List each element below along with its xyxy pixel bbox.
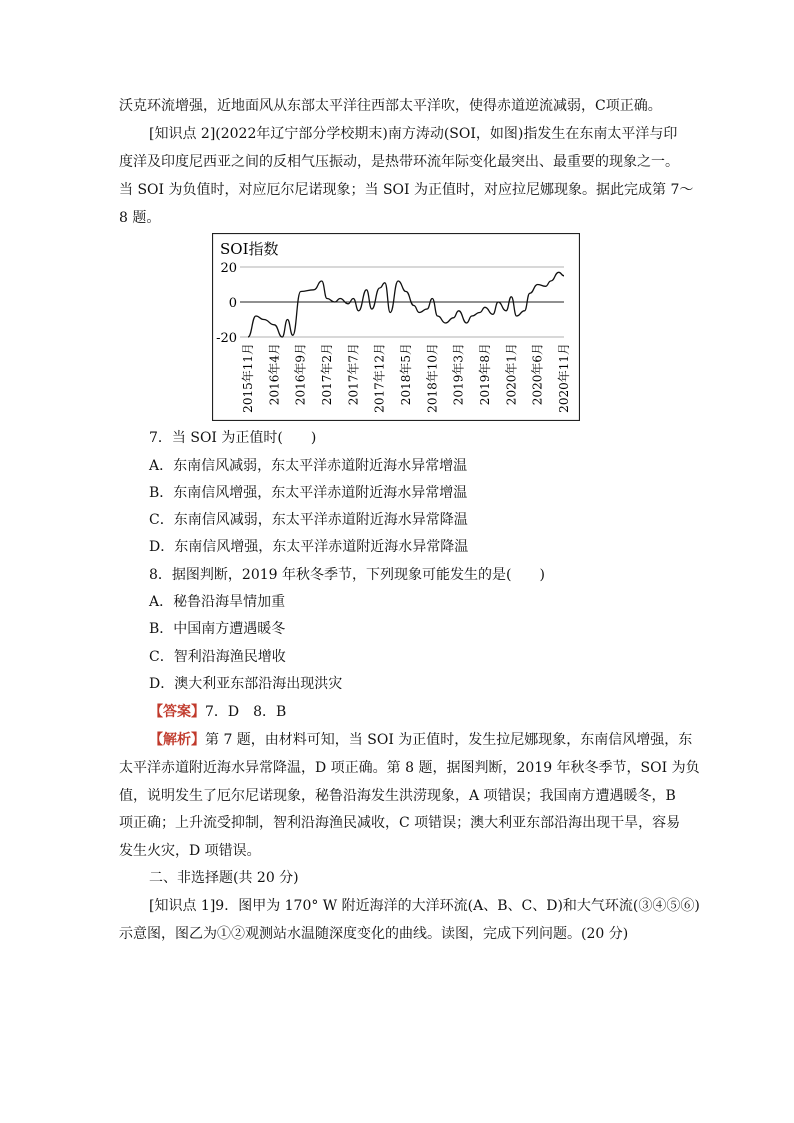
- x-tick-label: 2017年12月: [372, 343, 387, 413]
- para-line-5: 8 题。: [119, 210, 161, 226]
- para-line-4: 当 SOI 为负值时，对应厄尔尼诺现象；当 SOI 为正值时，对应拉尼娜现象。据此完成第 7～: [119, 182, 694, 198]
- x-tick-label: 2019年8月: [478, 343, 492, 406]
- q7-option-d: D．东南信风增强，东太平洋赤道附近海水异常降温: [149, 539, 469, 555]
- y-tick-label: -20: [216, 331, 237, 346]
- x-tick-label: 2016年4月: [267, 343, 282, 406]
- q7-stem: 7．当 SOI 为正值时( ): [149, 430, 317, 446]
- answer-tag: 【答案】: [149, 704, 205, 720]
- soi-chart: [212, 233, 580, 421]
- analysis-line-4: 项正确；上升流受抑制，智利沿海渔民减收，C 项错误；澳大利亚东部沿海出现干旱，容易: [119, 815, 681, 831]
- answer-text: 7．D 8．B: [205, 704, 287, 720]
- chart-title: SOI指数: [220, 240, 279, 258]
- analysis-line-2: 太平洋赤道附近海水异常降温，D 项正确。第 8 题，据图判断，2019 年秋冬季节，SOI 为负: [119, 760, 700, 776]
- q9-line-1: [知识点 1]9．图甲为 170° W 附近海洋的大洋环流(A、B、C、D)和大气环流(③④⑤⑥): [149, 898, 700, 914]
- analysis-line-3: 值，说明发生了厄尔尼诺现象，秘鲁沿海发生洪涝现象，A 项错误；我国南方遭遇暖冬，B: [119, 788, 676, 804]
- analysis-text-1: 第 7 题，由材料可知，当 SOI 为正值时，发生拉尼娜现象，东南信风增强，东: [205, 732, 693, 748]
- q7-option-c: C．东南信风减弱，东太平洋赤道附近海水异常降温: [149, 512, 468, 528]
- x-tick-label: 2018年10月: [425, 343, 440, 413]
- q8-stem: 8．据图判断，2019 年秋冬季节，下列现象可能发生的是( ): [149, 567, 545, 583]
- y-tick-label: 0: [228, 296, 237, 311]
- para-knowledge-point-2: [知识点 2](2022年辽宁部分学校期末)南方涛动(SOI，如图)指发生在东南太平洋与印: [149, 126, 678, 142]
- y-tick-label: 20: [220, 261, 237, 276]
- q8-option-b: B．中国南方遭遇暖冬: [149, 621, 286, 637]
- x-tick-label: 2020年11月: [557, 343, 571, 413]
- x-tick-label: 2017年2月: [320, 343, 334, 406]
- para-line-3: 度洋及印度尼西亚之间的反相气压振动，是热带环流年际变化最突出、最重要的现象之一。: [119, 154, 679, 170]
- answer-line: [149, 702, 286, 722]
- x-tick-label: 2017年7月: [346, 343, 361, 406]
- x-tick-label: 2019年3月: [451, 343, 466, 406]
- q9-line-2: 示意图，图乙为①②观测站水温随深度变化的曲线。读图，完成下列问题。(20 分): [119, 926, 629, 942]
- analysis-line-1: [149, 730, 692, 750]
- x-tick-label: 2018年5月: [399, 343, 413, 406]
- q8-option-c: C．智利沿海渔民增收: [149, 649, 286, 665]
- q7-option-a: A．东南信风减弱，东太平洋赤道附近海水异常增温: [149, 458, 468, 474]
- analysis-tag: 【解析】: [149, 732, 205, 748]
- x-tick-label: 2015年11月: [241, 343, 255, 413]
- analysis-line-5: 发生火灾，D 项错误。: [119, 843, 261, 859]
- x-tick-label: 2016年9月: [293, 343, 308, 406]
- section-2-title: 二、非选择题(共 20 分): [149, 870, 299, 886]
- para-walker-continuation: 沃克环流增强，近地面风从东部太平洋往西部太平洋吹，使得赤道逆流减弱，C项正确。: [119, 98, 662, 114]
- q8-option-d: D．澳大利亚东部沿海出现洪灾: [149, 676, 343, 692]
- x-tick-label: 2020年6月: [530, 343, 545, 406]
- q8-option-a: A．秘鲁沿海旱情加重: [149, 594, 286, 610]
- q7-option-b: B．东南信风增强，东太平洋赤道附近海水异常增温: [149, 485, 468, 501]
- x-tick-label: 2020年1月: [504, 343, 519, 406]
